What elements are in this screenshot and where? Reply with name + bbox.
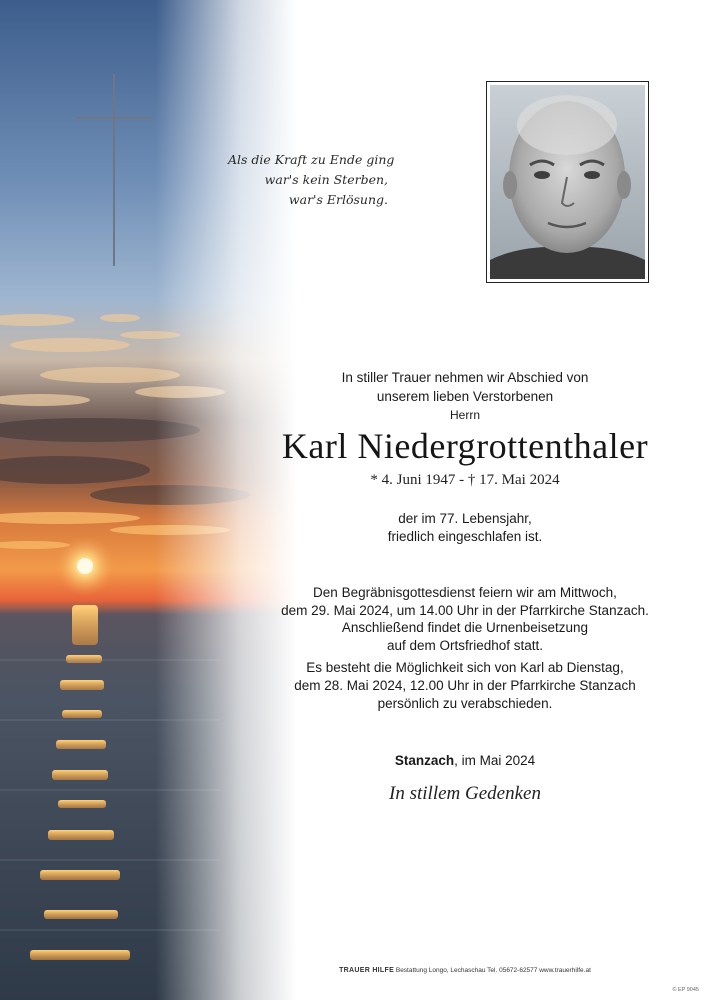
poem xyxy=(228,150,395,210)
farewell-text xyxy=(230,659,700,713)
closing-text: In stillem Gedenken xyxy=(389,783,541,804)
print-code: © EP 9045 xyxy=(672,987,699,993)
passing-line: friedlich eingeschlafen ist. xyxy=(387,529,543,544)
poem-line: war's Erlösung. xyxy=(288,192,388,207)
farewell-line: Es besteht die Möglichkeit sich von Karl ab Dienstag, xyxy=(306,660,624,675)
passing-text xyxy=(230,510,700,546)
deceased-name: Karl Niedergrottenthaler xyxy=(281,426,649,466)
poem-line: Als die Kraft zu Ende ging xyxy=(228,152,395,167)
place-date xyxy=(230,753,700,768)
intro-text xyxy=(230,368,700,406)
service-line: auf dem Ortsfriedhof statt. xyxy=(386,637,544,653)
farewell-line: dem 28. Mai 2024, 12.00 Uhr in der Pfarrkirche Stanzach xyxy=(294,678,636,693)
salutation: Herrn xyxy=(449,408,480,422)
portrait-photo xyxy=(486,81,649,283)
funeral-service-text xyxy=(230,584,700,654)
cross-icon xyxy=(74,74,154,266)
footer xyxy=(230,967,700,974)
intro-line: unserem lieben Verstorbenen xyxy=(376,389,554,404)
farewell-line: persönlich zu verabschieden. xyxy=(377,696,553,711)
poem-line: war's kein Sterben, xyxy=(264,172,388,187)
service-line: Anschließend findet die Urnenbeisetzung xyxy=(341,620,589,635)
passing-line: der im 77. Lebensjahr, xyxy=(398,511,532,526)
intro-line: In stiller Trauer nehmen wir Abschied von xyxy=(341,370,589,385)
footer-text: Bestattung Longo, Lechaschau Tel. 05672-62577 www.trauerhilfe.at xyxy=(394,967,591,974)
service-line: dem 29. Mai 2024, um 14.00 Uhr in der Pfarrkirche Stanzach. xyxy=(281,602,649,618)
place-town: Stanzach xyxy=(394,753,455,768)
life-dates: * 4. Juni 1947 - † 17. Mai 2024 xyxy=(370,472,560,488)
footer-brand: TRAUER HILFE xyxy=(339,967,395,974)
service-line: Den Begräbnisgottesdienst feiern wir am Mittwoch, xyxy=(313,585,617,600)
place-date-text: , im Mai 2024 xyxy=(454,753,536,768)
